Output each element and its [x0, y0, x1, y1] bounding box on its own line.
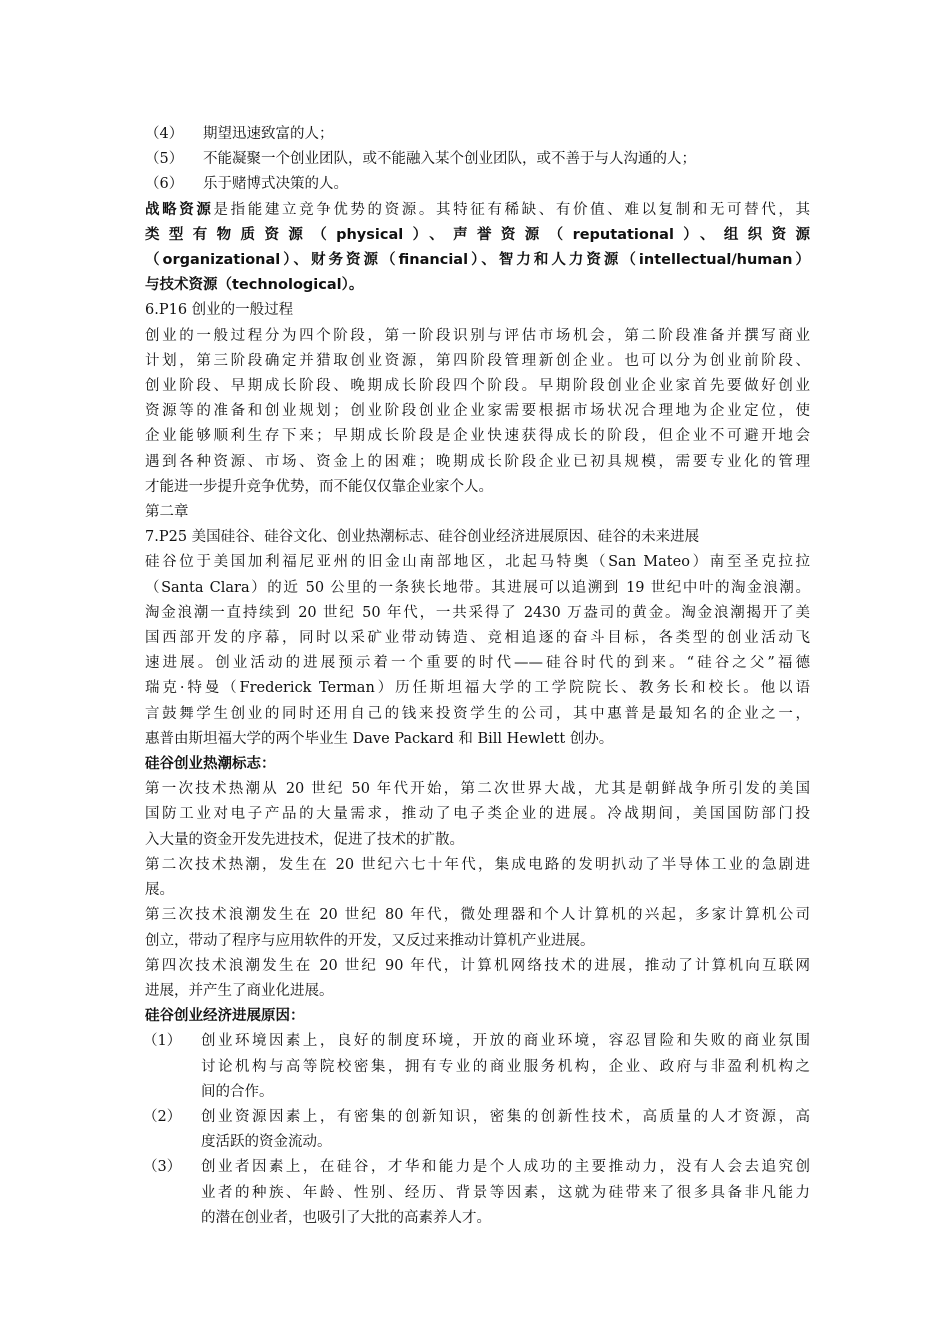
list-number: （3） — [143, 1159, 182, 1176]
list-line: 间的合作。 — [201, 1083, 274, 1100]
paragraph-line: 硅谷位于美国加利福尼亚州的旧金山南部地区，北起马特奥（San Mateo）南至圣克拉拉 — [145, 554, 810, 571]
paragraph-line: 入大量的资金开发先进技术，促进了技术的扩散。 — [145, 831, 464, 848]
boom-heading: 硅谷创业热潮标志： — [145, 756, 276, 773]
paragraph-line: 瑞克·特曼（Frederick Terman）历任斯坦福大学的工学院院长、教务长和校长。他以语 — [145, 680, 810, 697]
strategic-resources-line — [145, 198, 810, 223]
list-line: 创业环境因素上，良好的制度环境，开放的商业环境，容忍冒险和失败的商业氛围 — [201, 1033, 810, 1050]
list-text: 不能凝聚一个创业团队，或不能融入某个创业团队，或不善于与人沟通的人； — [203, 151, 696, 168]
list-line: 创业资源因素上，有密集的创新知识，密集的创新性技术，高质量的人才资源，高 — [201, 1108, 810, 1125]
list-item — [143, 1155, 810, 1231]
list-line: 的潜在创业者，也吸引了大批的高素养人才。 — [201, 1209, 491, 1226]
list-line: 度活跃的资金流动。 — [201, 1134, 332, 1151]
list-item — [145, 122, 810, 147]
paragraph-line: 第二次技术热潮，发生在 20 世纪六七十年代，集成电路的发明扒动了半导体工业的急剧进 — [145, 856, 810, 873]
paragraph-line: 国防工业对电子产品的大量需求，推动了电子类企业的进展。冷战期间，美国国防部门投 — [145, 806, 810, 823]
paragraph-line: 创立，带动了程序与应用软件的开发，又反过来推动计算机产业进展。 — [145, 932, 595, 949]
paragraph-line: 惠普由斯坦福大学的两个毕业生 Dave Packard 和 Bill Hewlett 创办。 — [145, 730, 614, 747]
list-number: （6） — [145, 176, 184, 193]
paragraph-line: 才能进一步提升竞争优势，而不能仅仅靠企业家个人。 — [145, 478, 493, 495]
paragraph-line: 企业能够顺利生存下来；早期成长阶段是企业快速获得成长的阶段，但企业不可避开地会 — [145, 428, 810, 445]
paragraph-line: （Santa Clara）的近 50 公里的一条狭长地带。其进展可以追溯到 19 世纪中叶的淘金浪潮。 — [145, 579, 810, 596]
list-text: 期望迅速致富的人； — [203, 126, 334, 142]
paragraph-line: 遇到各种资源、市场、资金上的困难；晚期成长阶段企业已初具规模，需要专业化的管理 — [145, 453, 810, 470]
paragraph-line: 资源等的准备和创业规划；创业阶段创业企业家需要根据市场状况合理地为企业定位，使 — [145, 403, 810, 420]
list-number: （2） — [143, 1108, 182, 1125]
paragraph-line: 言鼓舞学生创业的同时还用自己的钱来投资学生的公司，其中惠普是最知名的企业之一， — [145, 705, 810, 722]
paragraph-line: 计划，第三阶段确定并猎取创业资源，第四阶段管理新创企业。也可以分为创业前阶段、 — [145, 352, 810, 369]
list-number: （5） — [145, 151, 184, 168]
strategic-resources-term: 战略资源 — [145, 201, 214, 218]
list-text — [201, 1155, 810, 1231]
paragraph-line: 展。 — [145, 882, 174, 899]
document-page — [145, 122, 810, 1231]
paragraph-line: 创业阶段、早期成长阶段、晚期成长阶段四个阶段。早期阶段创业企业家首先要做好创业 — [145, 378, 810, 395]
strategic-resources-types: （organizational）、财务资源（financial）、智力和人力资源（intellectual/human） — [145, 252, 810, 269]
chapter-heading: 第二章 — [145, 504, 189, 521]
reasons-heading: 硅谷创业经济进展原因： — [145, 1008, 305, 1025]
list-line: 讨论机构与高等院校密集，拥有专业的商业服务机构，企业、政府与非盈利机构之 — [201, 1058, 810, 1075]
list-number: （4） — [145, 126, 184, 142]
list-text — [201, 1105, 810, 1155]
list-number: （1） — [143, 1033, 182, 1050]
paragraph-line: 进展，并产生了商业化进展。 — [145, 982, 334, 999]
list-item — [145, 147, 810, 172]
paragraph-line: 淘金浪潮一直持续到 20 世纪 50 年代，一共采得了 2430 万盎司的黄金。淘金浪潮揭开了美 — [145, 604, 810, 621]
list-line: 创业者因素上，在硅谷，才华和能力是个人成功的主要推动力，没有人会去追究创 — [201, 1159, 810, 1176]
paragraph-line: 国西部开发的序幕，同时以采矿业带动铸造、竞相追逐的奋斗目标，各类型的创业活动飞 — [145, 630, 810, 647]
list-item — [143, 1029, 810, 1105]
section-heading: 7.P25 美国硅谷、硅谷文化、创业热潮标志、硅谷创业经济进展原因、硅谷的未来进展 — [145, 529, 700, 546]
strategic-resources-types: 类型有物质资源（physical）、声誉资源（reputational）、组织资源 — [145, 226, 810, 243]
paragraph-line: 第四次技术浪潮发生在 20 世纪 90 年代，计算机网络技术的进展，推动了计算机向互联网 — [145, 957, 810, 974]
paragraph-line: 第三次技术浪潮发生在 20 世纪 80 年代，微处理器和个人计算机的兴起，多家计算机公司 — [145, 907, 810, 924]
list-line: 业者的种族、年龄、性别、经历、背景等因素，这就为硅带来了很多具备非凡能力 — [201, 1184, 810, 1201]
section-heading: 6.P16 创业的一般过程 — [145, 302, 294, 319]
list-text — [201, 1029, 810, 1105]
list-item — [143, 1105, 810, 1155]
paragraph-line: 第一次技术热潮从 20 世纪 50 年代开始，第二次世界大战，尤其是朝鲜战争所引发的美国 — [145, 781, 810, 798]
list-text: 乐于赌博式决策的人。 — [203, 176, 348, 193]
paragraph-line: 创业的一般过程分为四个阶段，第一阶段识别与评估市场机会，第二阶段准备并撰写商业 — [145, 327, 810, 344]
list-item — [145, 172, 810, 197]
paragraph-line: 速进展。创业活动的进展预示着一个重要的时代——硅谷时代的到来。“硅谷之父”福德 — [145, 655, 810, 672]
strategic-resources-types: 与技术资源（technological）。 — [145, 277, 364, 294]
strategic-resources-text: 是指能建立竞争优势的资源。其特征有稀缺、有价值、难以复制和无可替代，其 — [213, 201, 811, 218]
